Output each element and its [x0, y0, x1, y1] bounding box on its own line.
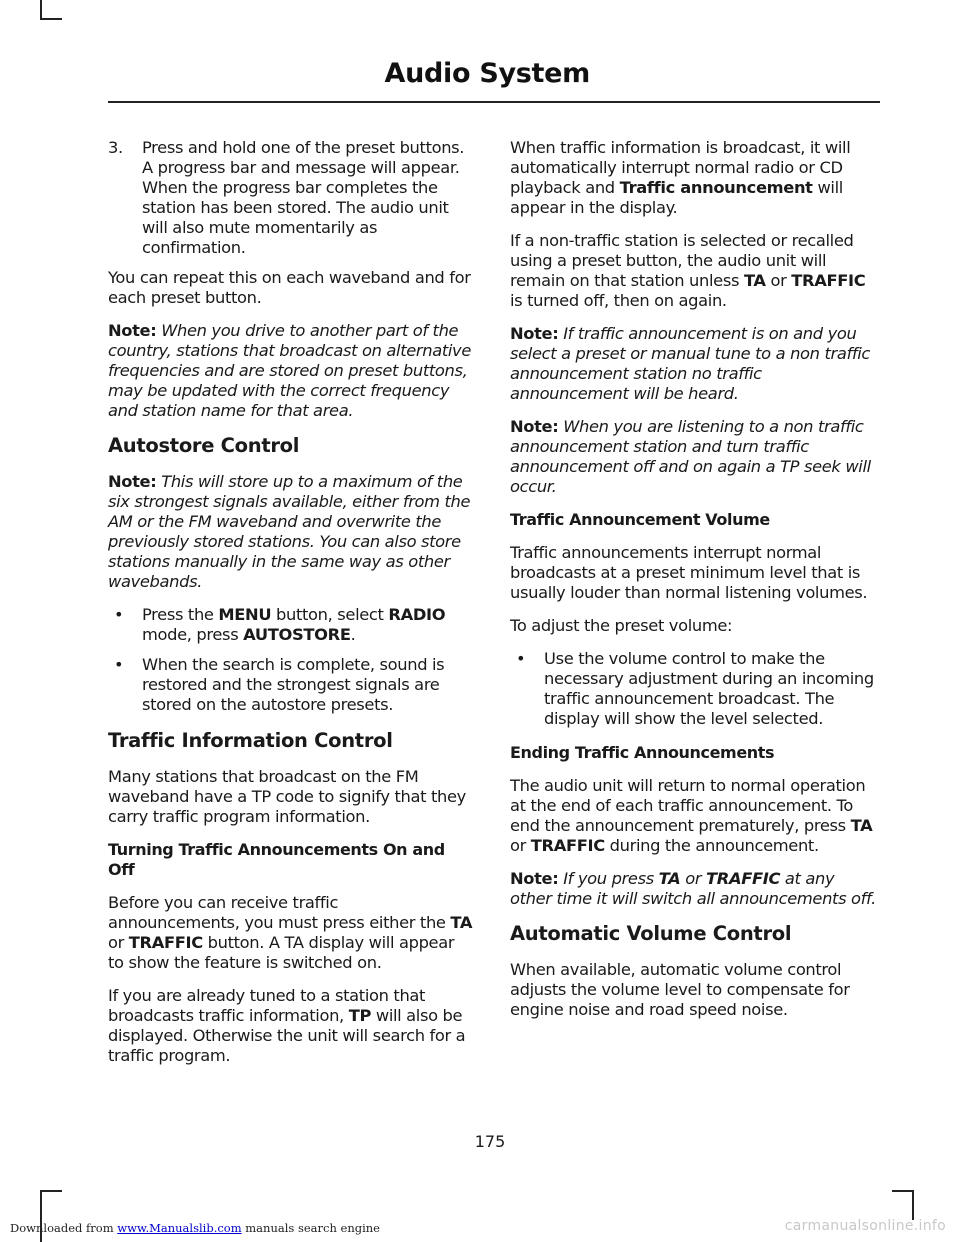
- crop-mark-top-left-vertical: [40, 0, 42, 20]
- text-run: will appear in the display.: [510, 178, 843, 217]
- announcement-volume-heading: Traffic Announcement Volume: [510, 510, 770, 529]
- note-tp-seek: [510, 417, 876, 497]
- traffic-information-heading: Traffic Information Control: [108, 729, 393, 752]
- note-text: [510, 869, 876, 908]
- traffic-label: TRAFFIC: [791, 271, 866, 290]
- text-run: Before you can receive traffic announcements, you must press either the: [108, 893, 451, 932]
- note-preset-tune: [510, 324, 876, 404]
- note-label: Note:: [510, 869, 559, 888]
- traffic-information-paragraph: Many stations that broadcast on the FM waveband have a TP code to signify that they carry traffic program information.: [108, 767, 466, 826]
- bullet-icon: •: [114, 655, 124, 674]
- text-run: or: [108, 933, 129, 952]
- list-item-autostore-steps: [108, 605, 474, 645]
- step-3-text: Press and hold one of the preset buttons. A progress bar and message will appear. When the progress bar completes the station has been stored. The audio unit will also mute momentarily as confirmation.: [142, 138, 465, 257]
- ta-label: TA: [450, 913, 473, 932]
- note-label: Note:: [108, 321, 157, 340]
- repeat-paragraph: You can repeat this on each waveband and for each preset button.: [108, 268, 471, 307]
- broadcast-paragraph: [510, 138, 876, 218]
- watermark: carmanualsonline.info: [784, 1218, 946, 1234]
- ta-label: TA: [743, 271, 766, 290]
- list-item-text: When the search is complete, sound is restored and the strongest signals are stored on the autostore presets.: [142, 655, 445, 714]
- page-number: 175: [474, 1132, 506, 1151]
- crop-mark-bottom-right-vertical: [912, 1190, 914, 1220]
- automatic-volume-paragraph: When available, automatic volume control adjusts the volume level to compensate for engine noise and road speed noise.: [510, 960, 850, 1019]
- already-tuned-paragraph: [108, 986, 474, 1066]
- autostore-heading: Autostore Control: [108, 434, 300, 457]
- bullet-icon: •: [516, 649, 526, 668]
- traffic-label: TRAFFIC: [128, 933, 203, 952]
- autostore-label: AUTOSTORE: [243, 625, 351, 644]
- page-header-title: Audio System: [384, 58, 590, 89]
- text-run: When traffic information is broadcast, it will automatically interrupt normal radio or CD playback and: [510, 138, 851, 197]
- text-run: or: [680, 869, 707, 888]
- right-column: [510, 138, 876, 1033]
- manualslib-link[interactable]: www.Manualslib.com: [117, 1221, 242, 1235]
- footer-text: manuals search engine: [241, 1221, 380, 1235]
- note-autostore: [108, 472, 474, 592]
- list-item-text: Use the volume control to make the necessary adjustment during an incoming traffic announcement broadcast. The display will show the level selected.: [544, 649, 874, 728]
- crop-mark-bottom-right-horizontal: [892, 1190, 914, 1192]
- note-label: Note:: [108, 472, 157, 491]
- note-alternative-frequencies: [108, 321, 474, 421]
- list-item-volume-control: [510, 649, 876, 729]
- note-switch-off: [510, 869, 876, 909]
- text-run: is turned off, then on again.: [510, 291, 727, 310]
- traffic-label: TRAFFIC: [706, 869, 781, 888]
- left-column: [108, 138, 474, 1079]
- text-run: If a non-traffic station is selected or recalled using a preset button, the audio unit will remain on that station unless: [510, 231, 854, 290]
- text-run: or: [765, 271, 792, 290]
- radio-mode-label: RADIO: [388, 605, 446, 624]
- text-run: If you press: [563, 869, 659, 888]
- tp-label: TP: [348, 1006, 372, 1025]
- before-receive-paragraph: [108, 893, 474, 973]
- step-3: [108, 138, 474, 258]
- list-item-search-complete: [108, 655, 474, 715]
- text-run: during the announcement.: [604, 836, 819, 855]
- download-footer: [10, 1221, 380, 1235]
- text-run: button. A TA display will appear to show the feature is switched on.: [108, 933, 455, 972]
- non-traffic-station-paragraph: [510, 231, 876, 311]
- note-text: This will store up to a maximum of the six strongest signals available, either from the AM or the FM waveband and overwrite the previously stored stations. You can also store stations manually in the same way as other wavebands.: [108, 472, 471, 591]
- text-run: mode, press: [142, 625, 244, 644]
- announcement-volume-paragraph: Traffic announcements interrupt normal broadcasts at a preset minimum level that is usually louder than normal listening volumes.: [510, 543, 868, 602]
- note-label: Note:: [510, 324, 559, 343]
- text-run: The audio unit will return to normal operation at the end of each traffic announcement. To end the announcement prematurely, press: [510, 776, 866, 835]
- bullet-icon: •: [114, 605, 124, 624]
- note-text: If traffic announcement is on and you select a preset or manual tune to a non traffic announcement station no traffic announcement will be heard.: [510, 324, 870, 403]
- ending-announcements-paragraph: [510, 776, 876, 856]
- traffic-label: TRAFFIC: [530, 836, 605, 855]
- ta-label: TA: [658, 869, 681, 888]
- text-run: If you are already tuned to a station that broadcasts traffic information,: [108, 986, 426, 1025]
- list-item-text: [142, 605, 474, 645]
- crop-mark-bottom-left-horizontal: [40, 1190, 62, 1192]
- ta-label: TA: [850, 816, 873, 835]
- text-run: at any other time it will switch all announcements off.: [510, 869, 876, 908]
- automatic-volume-heading: Automatic Volume Control: [510, 922, 792, 945]
- menu-button-label: MENU: [218, 605, 272, 624]
- text-run: .: [350, 625, 356, 644]
- note-label: Note:: [510, 417, 559, 436]
- footer-text: Downloaded from: [10, 1221, 118, 1235]
- turning-announcements-heading: Turning Traffic Announcements On and Off: [108, 840, 445, 879]
- text-run: or: [510, 836, 531, 855]
- note-text: When you drive to another part of the country, stations that broadcast on alternative frequencies and are stored on preset buttons, may be updated with the correct frequency and station name for that area.: [108, 321, 472, 420]
- traffic-announcement-label: Traffic announcement: [619, 178, 813, 197]
- step-number: 3.: [108, 138, 123, 157]
- crop-mark-top-left-horizontal: [40, 18, 62, 20]
- header-divider: [108, 101, 880, 103]
- adjust-volume-paragraph: To adjust the preset volume:: [510, 616, 733, 635]
- text-run: button, select: [271, 605, 389, 624]
- ending-announcements-heading: Ending Traffic Announcements: [510, 743, 775, 762]
- note-text: When you are listening to a non traffic announcement station and turn traffic announcement off and on again a TP seek will occur.: [510, 417, 871, 496]
- text-run: Press the: [142, 605, 219, 624]
- text-run: will also be displayed. Otherwise the unit will search for a traffic program.: [108, 1006, 466, 1065]
